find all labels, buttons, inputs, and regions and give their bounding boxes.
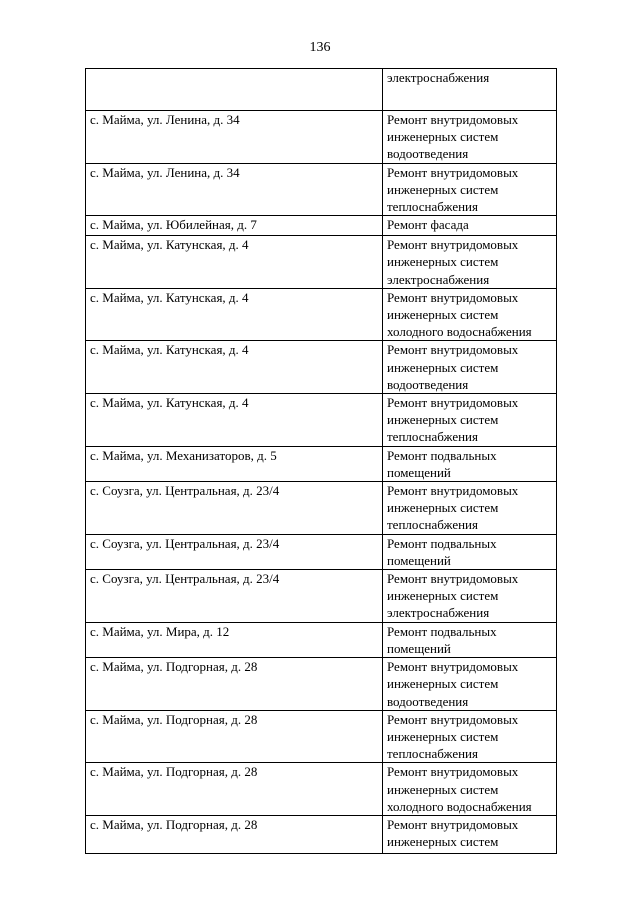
work-type-cell: Ремонт внутридомовых инженерных систем теплоснабжения (383, 482, 557, 535)
address-cell: с. Майма, ул. Подгорная, д. 28 (86, 658, 383, 711)
work-type-cell: Ремонт подвальных помещений (383, 622, 557, 657)
table-row (86, 658, 557, 711)
table-row (86, 815, 557, 853)
table-row (86, 622, 557, 657)
work-type-cell: электроснабжения (383, 69, 557, 111)
table-row (86, 482, 557, 535)
table-row (86, 236, 557, 289)
work-type-cell: Ремонт внутридомовых инженерных систем теплоснабжения (383, 394, 557, 447)
page-number: 136 (309, 40, 331, 55)
work-type-cell: Ремонт фасада (383, 216, 557, 236)
table-row (86, 69, 557, 111)
table-row (86, 288, 557, 341)
table-body (86, 69, 557, 854)
address-cell: с. Майма, ул. Механизаторов, д. 5 (86, 446, 383, 481)
work-type-cell: Ремонт подвальных помещений (383, 534, 557, 569)
address-cell: с. Майма, ул. Мира, д. 12 (86, 622, 383, 657)
address-cell: с. Соузга, ул. Центральная, д. 23/4 (86, 482, 383, 535)
address-cell (86, 69, 383, 111)
table-row (86, 341, 557, 394)
work-type-cell: Ремонт внутридомовых инженерных систем холодного водоснабжения (383, 288, 557, 341)
address-cell: с. Майма, ул. Катунская, д. 4 (86, 288, 383, 341)
work-type-cell: Ремонт внутридомовых инженерных систем теплоснабжения (383, 163, 557, 216)
table-row (86, 710, 557, 763)
work-type-cell: Ремонт внутридомовых инженерных систем водоотведения (383, 341, 557, 394)
work-type-cell: Ремонт внутридомовых инженерных систем теплоснабжения (383, 710, 557, 763)
table-row (86, 111, 557, 164)
address-cell: с. Майма, ул. Ленина, д. 34 (86, 111, 383, 164)
address-cell: с. Соузга, ул. Центральная, д. 23/4 (86, 534, 383, 569)
address-cell: с. Майма, ул. Юбилейная, д. 7 (86, 216, 383, 236)
work-type-cell: Ремонт внутридомовых инженерных систем водоотведения (383, 111, 557, 164)
repair-schedule-table (85, 68, 557, 854)
table-row (86, 394, 557, 447)
work-type-cell: Ремонт внутридомовых инженерных систем холодного водоснабжения (383, 763, 557, 816)
work-type-cell: Ремонт внутридомовых инженерных систем электроснабжения (383, 570, 557, 623)
address-cell: с. Майма, ул. Подгорная, д. 28 (86, 815, 383, 853)
address-cell: с. Майма, ул. Катунская, д. 4 (86, 394, 383, 447)
address-cell: с. Майма, ул. Ленина, д. 34 (86, 163, 383, 216)
work-type-cell: Ремонт подвальных помещений (383, 446, 557, 481)
table-row (86, 446, 557, 481)
address-cell: с. Майма, ул. Катунская, д. 4 (86, 236, 383, 289)
address-cell: с. Майма, ул. Катунская, д. 4 (86, 341, 383, 394)
address-cell: с. Майма, ул. Подгорная, д. 28 (86, 710, 383, 763)
table-row (86, 570, 557, 623)
work-type-cell: Ремонт внутридомовых инженерных систем электроснабжения (383, 236, 557, 289)
table-row (86, 763, 557, 816)
address-cell: с. Майма, ул. Подгорная, д. 28 (86, 763, 383, 816)
work-type-cell: Ремонт внутридомовых инженерных систем водоотведения (383, 658, 557, 711)
table-row (86, 216, 557, 236)
work-type-cell: Ремонт внутридомовых инженерных систем (383, 815, 557, 853)
table-row (86, 163, 557, 216)
address-cell: с. Соузга, ул. Центральная, д. 23/4 (86, 570, 383, 623)
table-row (86, 534, 557, 569)
